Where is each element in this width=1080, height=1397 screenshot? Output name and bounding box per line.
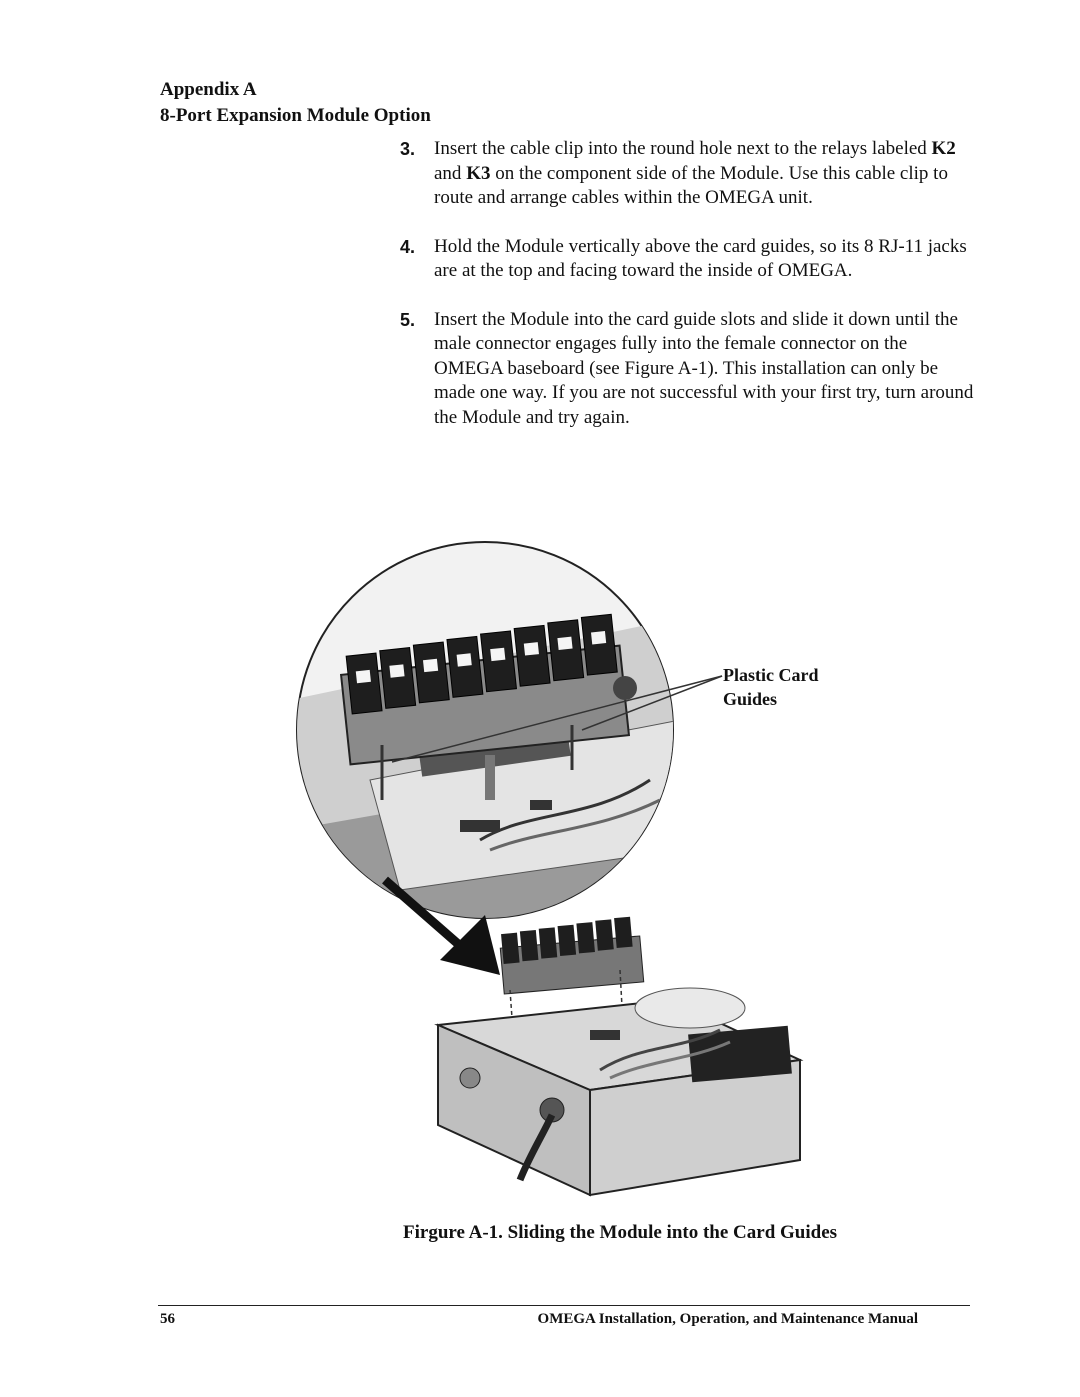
step-3 bbox=[400, 137, 980, 211]
section-title: 8-Port Expansion Module Option bbox=[160, 105, 431, 126]
step-text: Hold the Module vertically above the card guides, so its 8 RJ-11 jacks are at the top and facing toward the inside of OMEGA. bbox=[434, 235, 967, 281]
omega-enclosure bbox=[438, 988, 800, 1195]
figure-caption: Firgure A-1. Sliding the Module into the Card Guides bbox=[403, 1222, 838, 1243]
page-number: 56 bbox=[160, 1311, 175, 1327]
step-number: 3. bbox=[400, 139, 416, 159]
step-text: Insert the Module into the card guide slots and slide it down until the male connector engages fully into the female connector on the OMEGA baseboard (see Figure A-1). This installation can only be made one way. If you are not successful with your first try, turn around the Module and try again. bbox=[434, 308, 974, 428]
card-guides-label bbox=[723, 663, 818, 711]
figure-illustration bbox=[290, 530, 850, 1210]
step-text-part: Insert the cable clip into the round hole next to the relays labeled bbox=[434, 138, 932, 159]
magnified-detail bbox=[290, 614, 690, 930]
step-text bbox=[434, 137, 980, 211]
page-header bbox=[160, 77, 431, 129]
module-installation-illustration bbox=[290, 530, 850, 1210]
expansion-module bbox=[500, 917, 643, 994]
label-line: Guides bbox=[723, 689, 778, 709]
relay-k3-label: K3 bbox=[466, 162, 491, 184]
step-text-part: and bbox=[434, 162, 467, 184]
step-4 bbox=[400, 235, 980, 284]
footer-divider bbox=[158, 1305, 970, 1306]
step-number: 4. bbox=[400, 236, 416, 257]
step-text-part: on the component side of the Module. Use this cable clip to route and arrange cables within the OMEGA unit. bbox=[434, 162, 948, 208]
step-number: 5. bbox=[400, 309, 416, 330]
manual-title: OMEGA Installation, Operation, and Maintenance Manual bbox=[537, 1311, 918, 1327]
appendix-label: Appendix A bbox=[160, 79, 257, 100]
relay-k2-label: K2 bbox=[931, 138, 956, 159]
instruction-steps bbox=[400, 137, 980, 454]
step-5 bbox=[400, 308, 980, 431]
label-line: Plastic Card bbox=[723, 665, 819, 685]
